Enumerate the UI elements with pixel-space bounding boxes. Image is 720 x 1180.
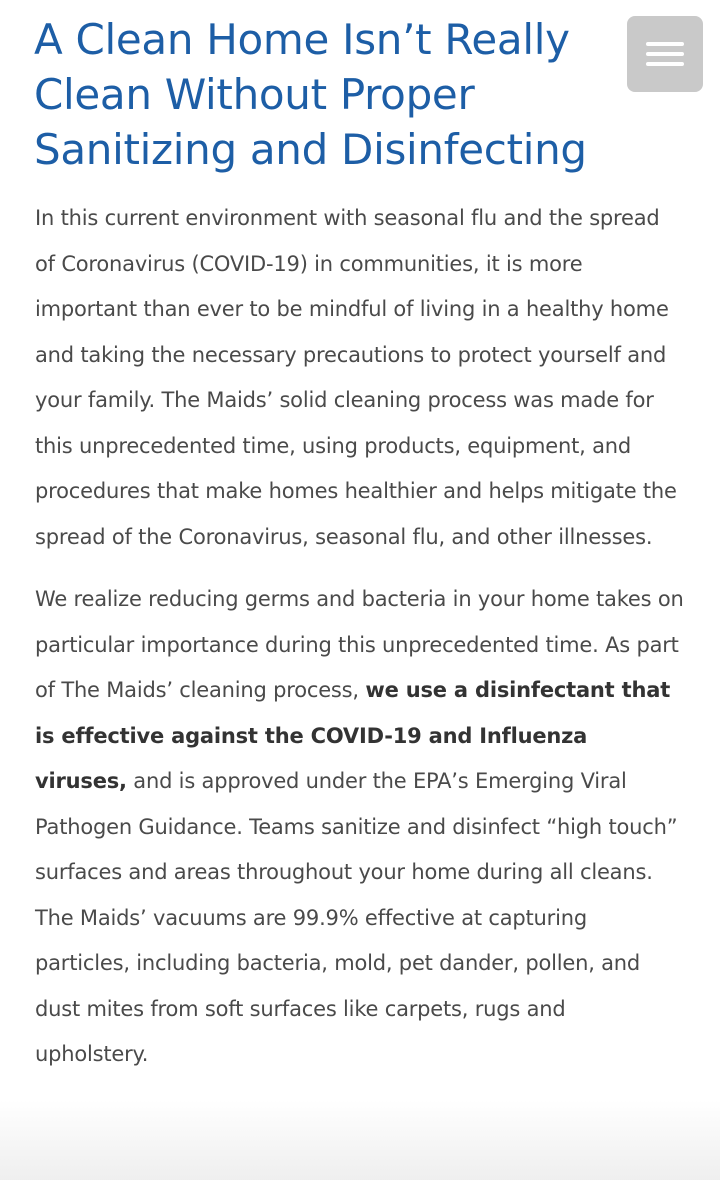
page-title: A Clean Home Isn’t Really Clean Without Proper Sanitizing and Disinfecting <box>34 15 587 174</box>
menu-icon-bar-bottom <box>646 62 684 66</box>
article-paragraph-2 <box>35 577 685 1078</box>
menu-icon-bar-top <box>646 42 684 46</box>
bottom-fade-overlay <box>0 1100 720 1180</box>
article-paragraph-1: In this current environment with seasonal flu and the spread of Coronavirus (COVID-19) in communities, it is more important than ever to be mindful of living in a healthy home and taking the necessary precautions to protect yourself and your family. The Maids’ solid cleaning process was made for this unprecedented time, using products, equipment, and procedures that make homes healthier and helps mitigate the spread of the Coronavirus, seasonal flu, and other illnesses. <box>35 206 677 549</box>
paragraph-2-bold-text: we use a disinfectant that is effective against the COVID-19 and Influenza viruses, <box>35 678 671 793</box>
article-body <box>35 196 685 1078</box>
paragraph-2-text-end: and is approved under the EPA’s Emerging Viral Pathogen Guidance. Teams sanitize and disinfect “high touch” surfaces and areas throughout your home during all cleans. The Maids’ vacuums are 99.9% effective at capturing particles, including bacteria, mold, pet dander, pollen, and dust mites from soft surfaces like carpets, rugs and upholstery. <box>35 769 678 1066</box>
menu-button[interactable] <box>627 16 703 92</box>
paragraph-2-text-start: We realize reducing germs and bacteria in your home takes on particular importance during this unprecedented time. As part of The Maids’ cleaning process, <box>35 587 684 702</box>
menu-icon-bar-middle <box>646 52 684 56</box>
